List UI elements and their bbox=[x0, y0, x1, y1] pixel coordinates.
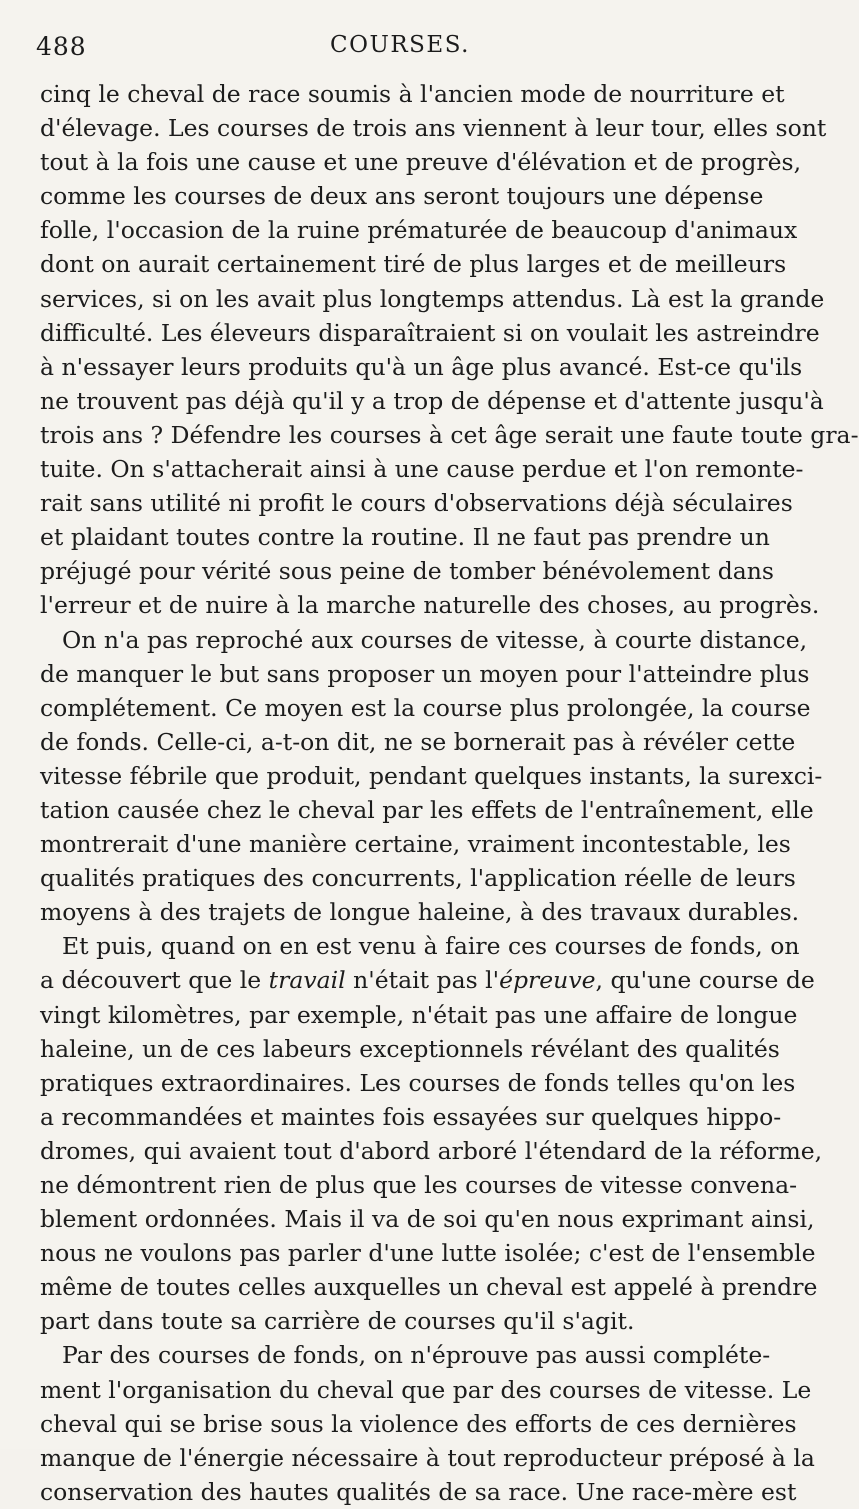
text-line: même de toutes celles auxquelles un cheval est appelé à prendre bbox=[40, 1273, 818, 1302]
running-title: COURSES. bbox=[330, 32, 470, 58]
text-line: qualités pratiques des concurrents, l'application réelle de leurs bbox=[40, 864, 796, 893]
text-line: folle, l'occasion de la ruine prématurée de beaucoup d'animaux bbox=[40, 216, 798, 245]
text-line: montrerait d'une manière certaine, vraiment incontestable, les bbox=[40, 830, 791, 859]
text-line: ne démontrent rien de plus que les courses de vitesse convena- bbox=[40, 1171, 798, 1199]
text-line: Par des courses de fonds, on n'éprouve pas aussi complétе- bbox=[62, 1341, 771, 1370]
text-line: tation causée chez le cheval par les effets de l'entraînement, elle bbox=[40, 795, 814, 824]
text-line: rait sans utilité ni profit le cours d'observations déjà séculaires bbox=[40, 489, 793, 518]
text-line: vingt kilomètres, par exemple, n'était pas une affaire de longue bbox=[40, 1000, 798, 1029]
text-line: part dans toute sa carrière de courses qu'il s'agit. bbox=[40, 1307, 635, 1336]
text-line: ment l'organisation du cheval que par des courses de vitesse. Le bbox=[40, 1375, 812, 1404]
text-line: de manquer le but sans proposer un moyen pour l'atteindre plus bbox=[40, 659, 810, 688]
text-line: cinq le cheval de race soumis à l'ancien mode de nourriture et bbox=[40, 80, 785, 108]
text-line: l'erreur et de nuire à la marche naturelle des choses, au progrès. bbox=[40, 591, 820, 620]
page-header bbox=[0, 28, 800, 64]
text-line: cheval qui se brise sous la violence des efforts de ces dernières bbox=[40, 1409, 797, 1438]
text-line: pratiques extraordinaires. Les courses de fonds telles qu'on les bbox=[40, 1068, 796, 1097]
text-line: et plaidant toutes contre la routine. Il ne faut pas prendre un bbox=[40, 523, 770, 552]
text-line: nous ne voulons pas parler d'une lutte isolée; c'est de l'ensemble bbox=[40, 1239, 816, 1268]
text-line: a recommandées et maintes fois essayées sur quelques hippo- bbox=[40, 1102, 782, 1131]
text-line: vitesse fébrile que produit, pendant quelques instants, la surexci- bbox=[40, 761, 823, 790]
text-line: conservation des hautes qualités de sa race. Une race-mère est bbox=[40, 1477, 797, 1506]
text-line: haleine, un de ces labeurs exceptionnels révélant des qualités bbox=[40, 1034, 780, 1063]
body-text bbox=[40, 77, 859, 1509]
text-line: dromes, qui avaient tout d'abord arboré l'étendard de la réforme, bbox=[40, 1136, 823, 1165]
text-line: trois ans ? Défendre les courses à cet âge serait une faute toute gra- bbox=[40, 420, 859, 449]
text-line: tuite. On s'attacherait ainsi à une cause perdue et l'on remonte- bbox=[40, 455, 804, 484]
text-line: d'élevage. Les courses de trois ans viennent à leur tour, elles sont bbox=[40, 114, 827, 143]
text-line: comme les courses de deux ans seront toujours une dépense bbox=[40, 182, 764, 211]
text-line: difficulté. Les éleveurs disparaîtraient si on voulait les astreindre bbox=[40, 318, 820, 347]
text-line: de fonds. Celle-ci, a-t-on dit, ne se bornerait pas à révéler cette bbox=[40, 727, 796, 756]
text-line: a découvert que le travail n'était pas l'épreuve, qu'une course de bbox=[40, 966, 815, 995]
text-line: moyens à des trajets de longue haleine, à des travaux durables. bbox=[40, 898, 800, 927]
text-line: Et puis, quand on en est venu à faire ces courses de fonds, on bbox=[62, 932, 800, 961]
text-line: On n'a pas reproché aux courses de vitesse, à courte distance, bbox=[62, 625, 808, 654]
text-line: services, si on les avait plus longtemps attendus. Là est la grande bbox=[40, 284, 825, 313]
text-line: préjugé pour vérité sous peine de tomber bénévolement dans bbox=[40, 557, 774, 586]
text-line: complétement. Ce moyen est la course plus prolongée, la course bbox=[40, 693, 811, 722]
text-line: tout à la fois une cause et une preuve d'élévation et de progrès, bbox=[40, 148, 802, 177]
text-line: blement ordonnées. Mais il va de soi qu'en nous exprimant ainsi, bbox=[40, 1205, 815, 1234]
text-line: à n'essayer leurs produits qu'à un âge plus avancé. Est-ce qu'ils bbox=[40, 352, 803, 381]
page-number: 488 bbox=[36, 32, 87, 61]
text-line: manque de l'énergie nécessaire à tout reproducteur préposé à la bbox=[40, 1443, 815, 1472]
text-line: ne trouvent pas déjà qu'il y a trop de dépense et d'attente jusqu'à bbox=[40, 386, 824, 415]
text-line: dont on aurait certainement tiré de plus larges et de meilleurs bbox=[40, 250, 787, 279]
